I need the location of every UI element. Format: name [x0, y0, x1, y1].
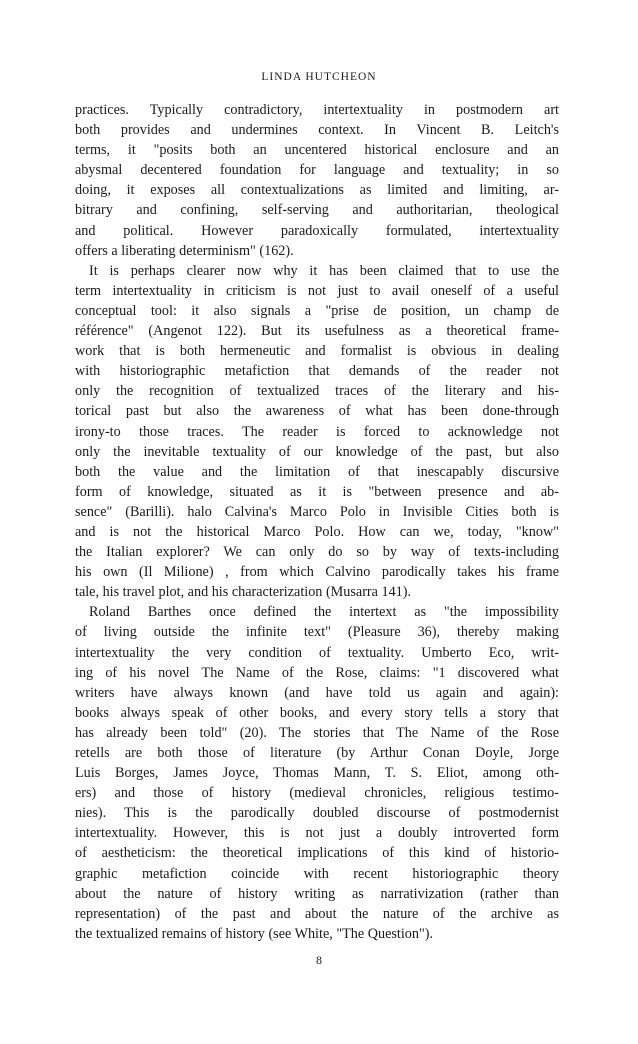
- text-line: the textualized remains of history (see White, "The Question").: [75, 925, 434, 942]
- text-line: sence" (Barilli). halo Calvina's Marco Polo in Invisible Cities both is: [75, 503, 559, 520]
- text-line: writers have always known (and have told us again and again):: [75, 684, 559, 701]
- text-line: his own (Il Milione) , from which Calvino parodically takes his frame: [75, 564, 559, 581]
- text-line: has already been told" (20). The stories that The Name of the Rose: [75, 724, 559, 741]
- text-line: about the nature of history writing as narrativization (rather than: [75, 885, 559, 902]
- text-line: of living outside the infinite text" (Pleasure 36), thereby making: [75, 624, 559, 641]
- text-line: term intertextuality in criticism is not just to avail oneself of a useful: [75, 282, 559, 299]
- text-line: tale, his travel plot, and his characterization (Musarra 141).: [75, 584, 412, 601]
- text-line: and is not the historical Marco Polo. How can we, today, "know": [75, 523, 559, 540]
- text-line: form of knowledge, situated as it is "between presence and ab-: [75, 483, 559, 500]
- text-line: ing of his novel The Name of the Rose, claims: "1 discovered what: [75, 664, 559, 681]
- page-number: 8: [316, 953, 322, 967]
- text-line: work that is both hermeneutic and formalist is obvious in dealing: [75, 343, 559, 360]
- text-line: and political. However paradoxically formulated, intertextuality: [75, 222, 559, 239]
- text-line: practices. Typically contradictory, intertextuality in postmodern art: [75, 102, 559, 118]
- text-line: torical past but also the awareness of what has been done-through: [75, 403, 559, 420]
- text-line: of aestheticism: the theoretical implications of this kind of historio-: [75, 845, 559, 862]
- text-line: with historiographic metafiction that demands of the reader not: [75, 363, 559, 380]
- text-line: ers) and those of history (medieval chronicles, religious testimo-: [75, 785, 559, 802]
- body-text: [75, 100, 559, 944]
- text-line: retells are both those of literature (by Arthur Conan Doyle, Jorge: [75, 745, 559, 761]
- text-line: intertextuality the very condition of textuality. Umberto Eco, writ-: [75, 644, 559, 661]
- paragraph-start-line: Roland Barthes once defined the intertext as "the impossibility: [89, 604, 559, 621]
- text-line: offers a liberating determinism" (162).: [75, 242, 294, 259]
- text-line: référence" (Angenot 122). But its usefulness as a theoretical frame-: [75, 323, 559, 340]
- text-line: abysmal decentered foundation for language and textuality; in so: [75, 162, 559, 179]
- text-line: doing, it exposes all contextualizations as limited and limiting, ar-: [75, 182, 559, 199]
- paragraph-start-line: It is perhaps clearer now why it has been claimed that to use the: [89, 262, 559, 279]
- text-line: both provides and undermines context. In Vincent B. Leitch's: [75, 122, 559, 139]
- text-line: books always speak of other books, and every story tells a story that: [75, 704, 559, 721]
- text-line: both the value and the limitation of that inescapably discursive: [75, 463, 559, 480]
- text-line: nies). This is the parodically doubled discourse of postmodernist: [75, 805, 559, 822]
- text-line: bitrary and confining, self-serving and authoritarian, theological: [75, 202, 559, 219]
- running-head: LINDA HUTCHEON: [261, 71, 377, 83]
- text-line: only the recognition of textualized traces of the literary and his-: [75, 383, 559, 400]
- text-line: representation) of the past and about the nature of the archive as: [75, 905, 559, 922]
- text-line: conceptual tool: it also signals a "prise de position, un champ de: [75, 302, 559, 319]
- text-line: irony-to those traces. The reader is forced to acknowledge not: [75, 423, 559, 440]
- text-line: only the inevitable textuality of our knowledge of the past, but also: [75, 443, 559, 460]
- text-line: graphic metafiction coincide with recent historiographic theory: [75, 865, 559, 882]
- text-line: terms, it "posits both an uncentered historical enclosure and an: [75, 142, 559, 159]
- text-line: Luis Borges, James Joyce, Thomas Mann, T. S. Eliot, among oth-: [75, 765, 559, 782]
- text-line: intertextuality. However, this is not just a doubly introverted form: [75, 825, 559, 842]
- text-line: the Italian explorer? We can only do so by way of texts-including: [75, 544, 559, 561]
